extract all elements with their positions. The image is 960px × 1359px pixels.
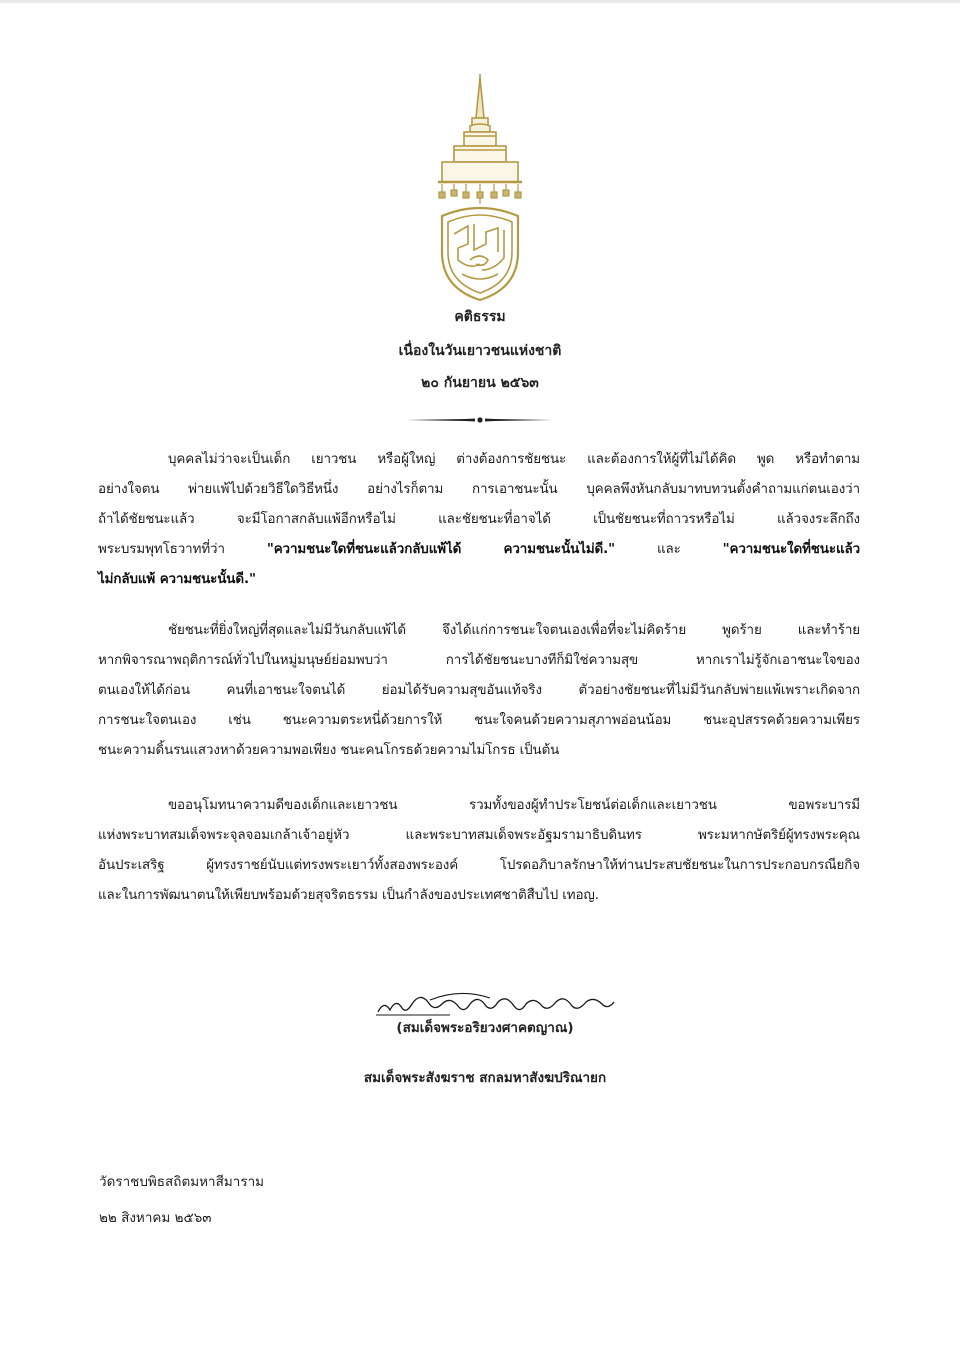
document-date: ๒๐ กันยายน ๒๕๖๓ xyxy=(421,375,539,391)
paragraph-line: ขออนุโมทนาความดีของเด็กและเยาวชน รวมทั้งของผู้ทำประโยชน์ต่อเด็กและเยาวชน ขอพระบารมี xyxy=(168,798,860,813)
paragraph-line: แห่งพระบาทสมเด็จพระจุลจอมเกล้าเจ้าอยู่หัว และพระบาทสมเด็จพระอัฐมรามาธิบดินทร พระมหากษัตริย์ผู้ทรงพระคุณ xyxy=(98,828,860,843)
quote-2-part-2: ไม่กลับแพ้ ความชนะนั้นดี." xyxy=(98,572,256,587)
quote-1: "ความชนะใดที่ชนะแล้วกลับแพ้ได้ ความชนะนั้นไม่ดี." xyxy=(266,542,616,557)
paragraph-line: และในการพัฒนาตนให้เพียบพร้อมด้วยสุจริตธรรม เป็นกำลังของประเทศชาติสืบไป เทอญ. xyxy=(98,888,599,903)
document-title: คติธรรม xyxy=(454,309,506,325)
paragraph-line: บุคคลไม่ว่าจะเป็นเด็ก เยาวชน หรือผู้ใหญ่ ต่างต้องการชัยชนะ และต้องการให้ผู้ที่ไม่ได้คิด พูด หรือทำตาม xyxy=(168,452,860,467)
quote-2-part-1: "ความชนะใดที่ชนะแล้ว xyxy=(722,542,860,557)
paragraph-line-quote xyxy=(98,535,860,565)
paragraph-1 xyxy=(98,445,860,595)
handwritten-signature-icon xyxy=(370,990,620,1018)
page-top-edge xyxy=(0,0,960,3)
royal-emblem-icon xyxy=(424,74,536,304)
quote-connector: และ xyxy=(615,542,723,557)
footer-place: วัดราชบพิธสถิตมหาสีมาราม xyxy=(99,1174,265,1190)
paragraph-line: การชนะใจตนเอง เช่น ชนะความตระหนี่ด้วยการให้ ชนะใจคนด้วยความสุภาพอ่อนน้อม ชนะอุปสรรคด้วยความเพียร xyxy=(98,713,860,728)
paragraph-line: หากพิจารณาพฤติการณ์ทั่วไปในหมู่มนุษย์ย่อมพบว่า การได้ชัยชนะบางทีก็มิใช่ความสุข หากเราไม่รู้จักเอาชนะใจของ xyxy=(98,653,860,668)
signatory-name: (สมเด็จพระอริยวงศาคตญาณ) xyxy=(396,1020,574,1036)
paragraph-line: ชนะความดิ้นรนแสวงหาด้วยความพอเพียง ชนะคนโกรธด้วยความไม่โกรธ เป็นต้น xyxy=(98,743,560,758)
paragraph-3 xyxy=(98,791,860,911)
paragraph-line: อย่างใจตน พ่ายแพ้ไปด้วยวิธีใดวิธีหนึ่ง อย่างไรก็ตาม การเอาชนะนั้น บุคคลพึงหันกลับมาทบทวนตั้งคำถามแก่ตนเองว่า xyxy=(98,482,860,497)
paragraph-line: ถ้าได้ชัยชนะแล้ว จะมีโอกาสกลับแพ้อีกหรือไม่ และชัยชนะที่อาจได้ เป็นชัยชนะที่ถาวรหรือไม่ แล้วจงระลึกถึง xyxy=(98,512,860,527)
paragraph-line: อันประเสริฐ ผู้ทรงราชย์นับแต่ทรงพระเยาว์ทั้งสองพระองค์ โปรดอภิบาลรักษาให้ท่านประสบชัยชนะในการประกอบกรณียกิจ xyxy=(98,858,860,873)
footer-date: ๒๒ สิงหาคม ๒๕๖๓ xyxy=(99,1210,212,1226)
paragraph-line: ตนเองให้ได้ก่อน คนที่เอาชนะใจตนได้ ย่อมได้รับความสุขอันแท้จริง ตัวอย่างชัยชนะที่ไม่มีวันกลับพ่ายแพ้เพราะเกิดจาก xyxy=(98,683,860,698)
document-subtitle: เนื่องในวันเยาวชนแห่งชาติ xyxy=(398,343,562,359)
paragraph-2 xyxy=(98,616,860,766)
quote-intro: พระบรมพุทโธวาทที่ว่า xyxy=(98,542,267,557)
signatory-title: สมเด็จพระสังฆราช สกลมหาสังฆปริณายก xyxy=(363,1070,607,1086)
ornamental-divider-icon xyxy=(405,416,555,424)
paragraph-line-quote xyxy=(98,565,860,595)
paragraph-line: ชัยชนะที่ยิ่งใหญ่ที่สุดและไม่มีวันกลับแพ้ได้ จึงได้แก่การชนะใจตนเองเพื่อที่จะไม่คิดร้าย พูดร้าย และทำร้าย xyxy=(168,623,860,638)
